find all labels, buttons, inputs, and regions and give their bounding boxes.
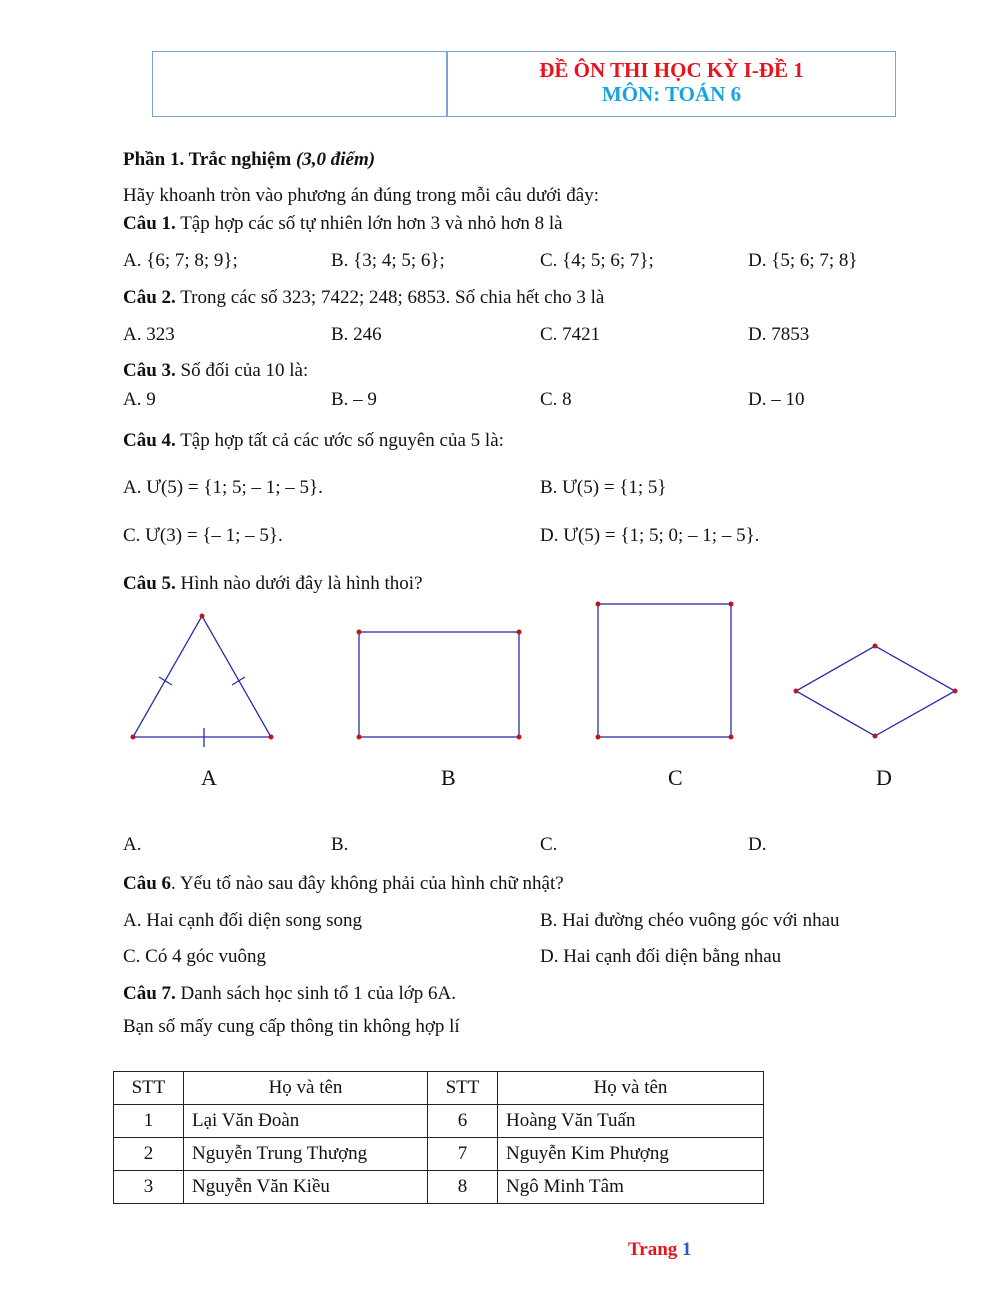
page-label: Trang — [628, 1239, 683, 1260]
question-1-label: Câu 1. — [123, 213, 176, 234]
section-title-text: Phần 1. Trắc nghiệm — [123, 149, 296, 170]
stt-cell: 7 — [428, 1138, 498, 1171]
name-cell: Nguyễn Kim Phượng — [498, 1138, 764, 1171]
stt-cell: 1 — [114, 1105, 184, 1138]
question-2-text: Trong các số 323; 7422; 248; 6853. Số chia hết cho 3 là — [175, 287, 605, 308]
question-6 — [123, 873, 564, 895]
name-cell: Nguyễn Văn Kiều — [184, 1171, 428, 1204]
table-row — [114, 1105, 764, 1138]
column-header-name: Họ và tên — [184, 1072, 428, 1105]
q1-option-c: C. {4; 5; 6; 7}; — [540, 250, 654, 271]
column-header-name: Họ và tên — [498, 1072, 764, 1105]
rhombus-shape — [796, 646, 955, 736]
q4-option-b: B. Ư(5) = {1; 5} — [540, 477, 667, 498]
name-cell: Nguyễn Trung Thượng — [184, 1138, 428, 1171]
question-3-label: Câu 3. — [123, 360, 176, 381]
q4-option-d: D. Ư(5) = {1; 5; 0; – 1; – 5}. — [540, 525, 760, 546]
question-5-text: Hình nào dưới đây là hình thoi? — [175, 573, 423, 594]
column-header-stt: STT — [428, 1072, 498, 1105]
vertex-dot — [873, 644, 878, 649]
q6-option-c: C. Có 4 góc vuông — [123, 946, 267, 967]
vertex-dot — [873, 734, 878, 739]
question-4-label: Câu 4. — [123, 430, 176, 451]
question-7-text: Danh sách học sinh tổ 1 của lớp 6A. — [175, 983, 457, 1004]
question-5-label: Câu 5. — [123, 573, 176, 594]
column-header-stt: STT — [114, 1072, 184, 1105]
q5-option-b: B. — [331, 834, 349, 855]
q5-option-d: D. — [748, 834, 767, 855]
question-3-text: Số đối của 10 là: — [175, 360, 309, 381]
name-cell: Hoàng Văn Tuấn — [498, 1105, 764, 1138]
q5-option-c: C. — [540, 834, 558, 855]
shape-label-c: C — [668, 765, 683, 790]
vertex-dot — [596, 602, 601, 607]
question-7-text-2: Bạn số mấy cung cấp thông tin không hợp lí — [123, 1016, 460, 1037]
q2-option-a: A. 323 — [123, 324, 175, 345]
q3-option-a: A. 9 — [123, 389, 156, 410]
q1-option-d: D. {5; 6; 7; 8} — [748, 250, 858, 271]
question-6-label: Câu 6 — [123, 873, 172, 894]
shapes-figure — [0, 590, 1000, 760]
header-box — [152, 51, 896, 117]
vertex-dot — [269, 735, 274, 740]
question-1 — [123, 213, 563, 235]
vertex-dot — [131, 735, 136, 740]
q5-option-a: A. — [123, 834, 142, 855]
q3-option-b: B. – 9 — [331, 389, 377, 410]
vertex-dot — [200, 614, 205, 619]
exam-subject: MÔN: TOÁN 6 — [601, 82, 742, 106]
question-4 — [123, 430, 504, 452]
page-number-value: 1 — [682, 1239, 692, 1260]
vertex-dot — [517, 630, 522, 635]
tick-mark — [232, 677, 245, 685]
shape-label-b: B — [441, 765, 456, 790]
stt-cell: 3 — [114, 1171, 184, 1204]
exam-title: ĐỀ ÔN THI HỌC KỲ I-ĐỀ 1 — [539, 58, 804, 82]
triangle-shape — [133, 616, 271, 737]
q6-option-b: B. Hai đường chéo vuông góc với nhau — [540, 910, 840, 931]
student-roster-table — [113, 1071, 764, 1204]
vertex-dot — [357, 630, 362, 635]
q3-option-d: D. – 10 — [748, 389, 805, 410]
shape-label-d: D — [876, 765, 892, 790]
stt-cell: 8 — [428, 1171, 498, 1204]
table-row — [114, 1171, 764, 1204]
question-7-label: Câu 7. — [123, 983, 176, 1004]
q4-option-a: A. Ư(5) = {1; 5; – 1; – 5}. — [123, 477, 323, 498]
question-6-text: . Yếu tố nào sau đây không phải của hình chữ nhật? — [171, 873, 564, 894]
vertex-dot — [596, 735, 601, 740]
question-4-text: Tập hợp tất cả các ước số nguyên của 5 là: — [175, 430, 504, 451]
q3-option-c: C. 8 — [540, 389, 572, 410]
stt-cell: 2 — [114, 1138, 184, 1171]
vertex-dot — [729, 735, 734, 740]
vertex-dot — [794, 689, 799, 694]
question-2-label: Câu 2. — [123, 287, 176, 308]
tick-mark — [159, 677, 172, 685]
vertex-dot — [953, 689, 958, 694]
q6-option-d: D. Hai cạnh đối diện bằng nhau — [540, 946, 782, 967]
stt-cell: 6 — [428, 1105, 498, 1138]
question-3 — [123, 360, 308, 382]
section-title — [123, 149, 375, 171]
instruction: Hãy khoanh tròn vào phương án đúng trong mỗi câu dưới đây: — [123, 185, 600, 206]
q2-option-d: D. 7853 — [748, 324, 810, 345]
page-number — [628, 1239, 692, 1261]
question-2 — [123, 287, 604, 309]
square-shape — [598, 604, 731, 737]
question-7 — [123, 983, 456, 1005]
vertex-dot — [517, 735, 522, 740]
vertex-dot — [357, 735, 362, 740]
q2-option-b: B. 246 — [331, 324, 382, 345]
rectangle-shape — [359, 632, 519, 737]
section-points: (3,0 điểm) — [295, 149, 376, 170]
q2-option-c: C. 7421 — [540, 324, 601, 345]
name-cell: Ngô Minh Tâm — [498, 1171, 764, 1204]
q1-option-a: A. {6; 7; 8; 9}; — [123, 250, 238, 271]
vertex-dot — [729, 602, 734, 607]
table-row — [114, 1138, 764, 1171]
shape-label-a: A — [201, 765, 217, 790]
name-cell: Lại Văn Đoàn — [184, 1105, 428, 1138]
table-header-row — [114, 1072, 764, 1105]
q4-option-c: C. Ư(3) = {– 1; – 5}. — [123, 525, 283, 546]
question-1-text: Tập hợp các số tự nhiên lớn hơn 3 và nhỏ hơn 8 là — [175, 213, 563, 234]
q6-option-a: A. Hai cạnh đối diện song song — [123, 910, 363, 931]
q1-option-b: B. {3; 4; 5; 6}; — [331, 250, 445, 271]
